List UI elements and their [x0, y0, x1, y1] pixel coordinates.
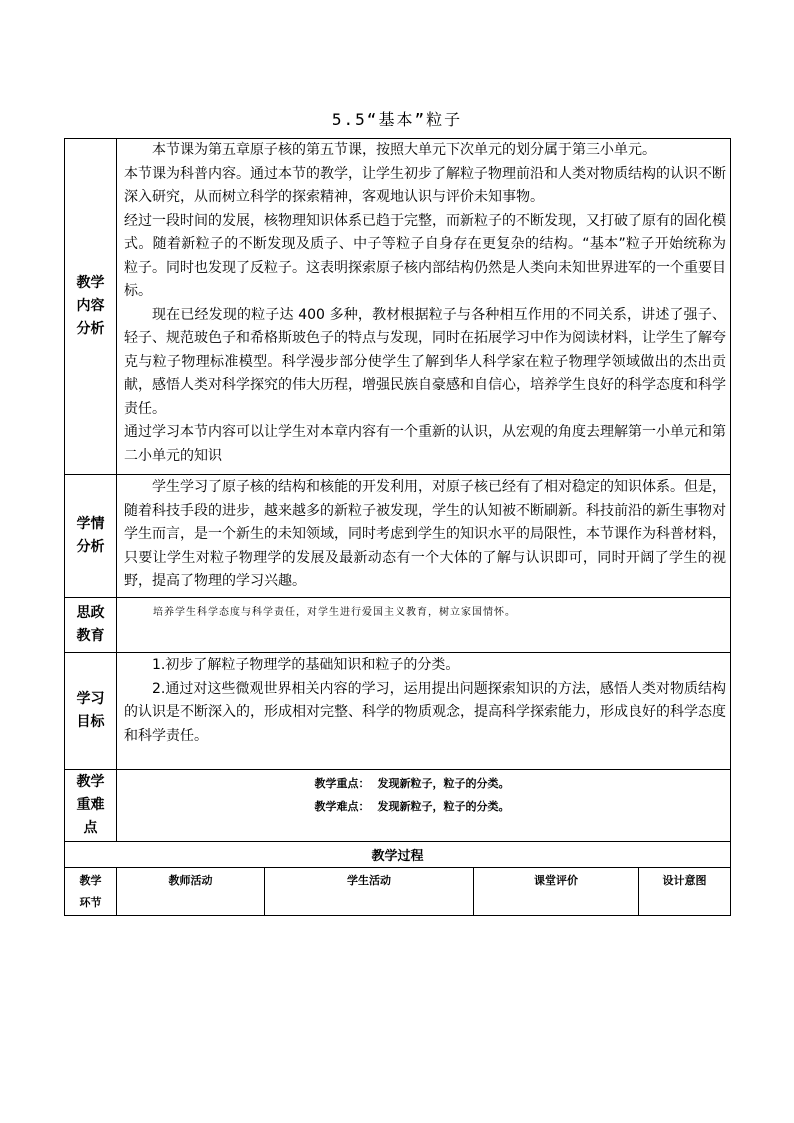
focus-line [117, 772, 730, 795]
key-points-row [65, 770, 731, 842]
content-analysis-row [65, 139, 731, 475]
process-header-teacher: 教师活动 [117, 868, 265, 916]
process-title: 教学过程 [65, 842, 731, 868]
student-analysis-label [65, 475, 117, 598]
lesson-plan-table [64, 138, 731, 916]
difficulty-line [117, 795, 730, 818]
content-paragraph: 本节课为科普内容。通过本节的教学，让学生初步了解粒子物理前沿和人类对物质结构的认识不断深入研究，从而树立科学的探索精神，客观地认识与评价未知事物。 [124, 165, 726, 205]
content-paragraph: 现在已经发现的粒子达 400 多种，教材根据粒子与各种相互作用的不同关系，讲述了强子、轻子、规范玻色子和希格斯玻色子的特点与发现，同时在拓展学习中作为阅读材料，让学生了解夸克与粒子物理标准模型。科学漫步部分使学生了解到华人科学家在粒子物理学领域做出的杰出贡献，感悟人类对科学探究的伟大历程，增强民族自豪感和自信心，培养学生良好的科学态度和科学责任。 [124, 306, 726, 417]
objective-item: 2.通过对这些微观世界相关内容的学习，运用提出问题探索知识的方法，感悟人类对物质结构的认识是不断深入的，形成相对完整、科学的物质观念，提高科学探索能力，形成良好的科学态度和科学责任。 [124, 680, 726, 744]
process-header-cell [65, 868, 117, 916]
content-paragraph: 经过一段时间的发展，核物理知识体系已趋于完整，而新粒子的不断发现，又打破了原有的固化模式。随着新粒子的不断发现及质子、中子等粒子自身存在更复杂的结构。“基本”粒子开始统称为粒子。同时也发现了反粒子。这表明探索原子核内部结构仍然是人类向未知世界进军的一个重要目标。 [124, 212, 726, 299]
objectives-row [65, 653, 731, 770]
ideology-label-text: 思政教育 [76, 605, 105, 644]
process-header-student: 学生活动 [265, 868, 474, 916]
content-paragraph: 通过学习本节内容可以让学生对本章内容有一个重新的认识，从宏观的角度去理解第一小单元和第二小单元的知识 [124, 424, 726, 464]
ideology-label [65, 598, 117, 653]
objectives-label-text: 学习目标 [76, 691, 105, 730]
document-title: 5.5“基本”粒子 [331, 110, 463, 129]
content-analysis-label [65, 139, 117, 475]
header-phase: 教学环节 [79, 874, 102, 909]
process-header-evaluation: 课堂评价 [474, 868, 639, 916]
focus-text: 发现新粒子，粒子的分类。 [377, 777, 510, 790]
content-analysis-cell [117, 139, 731, 475]
key-points-cell [117, 770, 731, 842]
student-analysis-cell: 学生学习了原子核的结构和核能的开发利用，对原子核已经有了相对稳定的知识体系。但是，随着科技手段的进步，越来越多的新粒子被发现，学生的认知被不断刷新。科技前沿的新生事物对学生而言，是一个新生的未知领域，同时考虑到学生的知识水平的局限性，本节课作为科普材料，只要让学生对粒子物理学的发展及最新动态有一个大体的了解与认识即可，同时开阔了学生的视野，提高了物理的学习兴趣。 [117, 475, 731, 598]
content-paragraph: 本节课为第五章原子核的第五节课，按照大单元下次单元的划分属于第三小单元。 [152, 142, 656, 158]
ideology-cell: 培养学生科学态度与科学责任，对学生进行爱国主义教育，树立家国情怀。 [117, 598, 731, 653]
ideology-row [65, 598, 731, 653]
objectives-cell [117, 653, 731, 770]
content-analysis-label-text: 教学内容分析 [76, 275, 105, 337]
key-points-label-text: 教学重难点 [76, 774, 105, 836]
student-analysis-row [65, 475, 731, 598]
process-header-intent: 设计意图 [639, 868, 731, 916]
process-header-row [65, 868, 731, 916]
key-points-label [65, 770, 117, 842]
process-title-row [65, 842, 731, 868]
focus-label: 教学重点： [314, 777, 370, 790]
difficulty-label: 教学难点： [314, 800, 370, 813]
difficulty-text: 发现新粒子，粒子的分类。 [377, 800, 510, 813]
student-analysis-label-text: 学情分析 [76, 516, 105, 555]
objective-item: 1.初步了解粒子物理学的基础知识和粒子的分类。 [152, 657, 460, 673]
objectives-label [65, 653, 117, 770]
